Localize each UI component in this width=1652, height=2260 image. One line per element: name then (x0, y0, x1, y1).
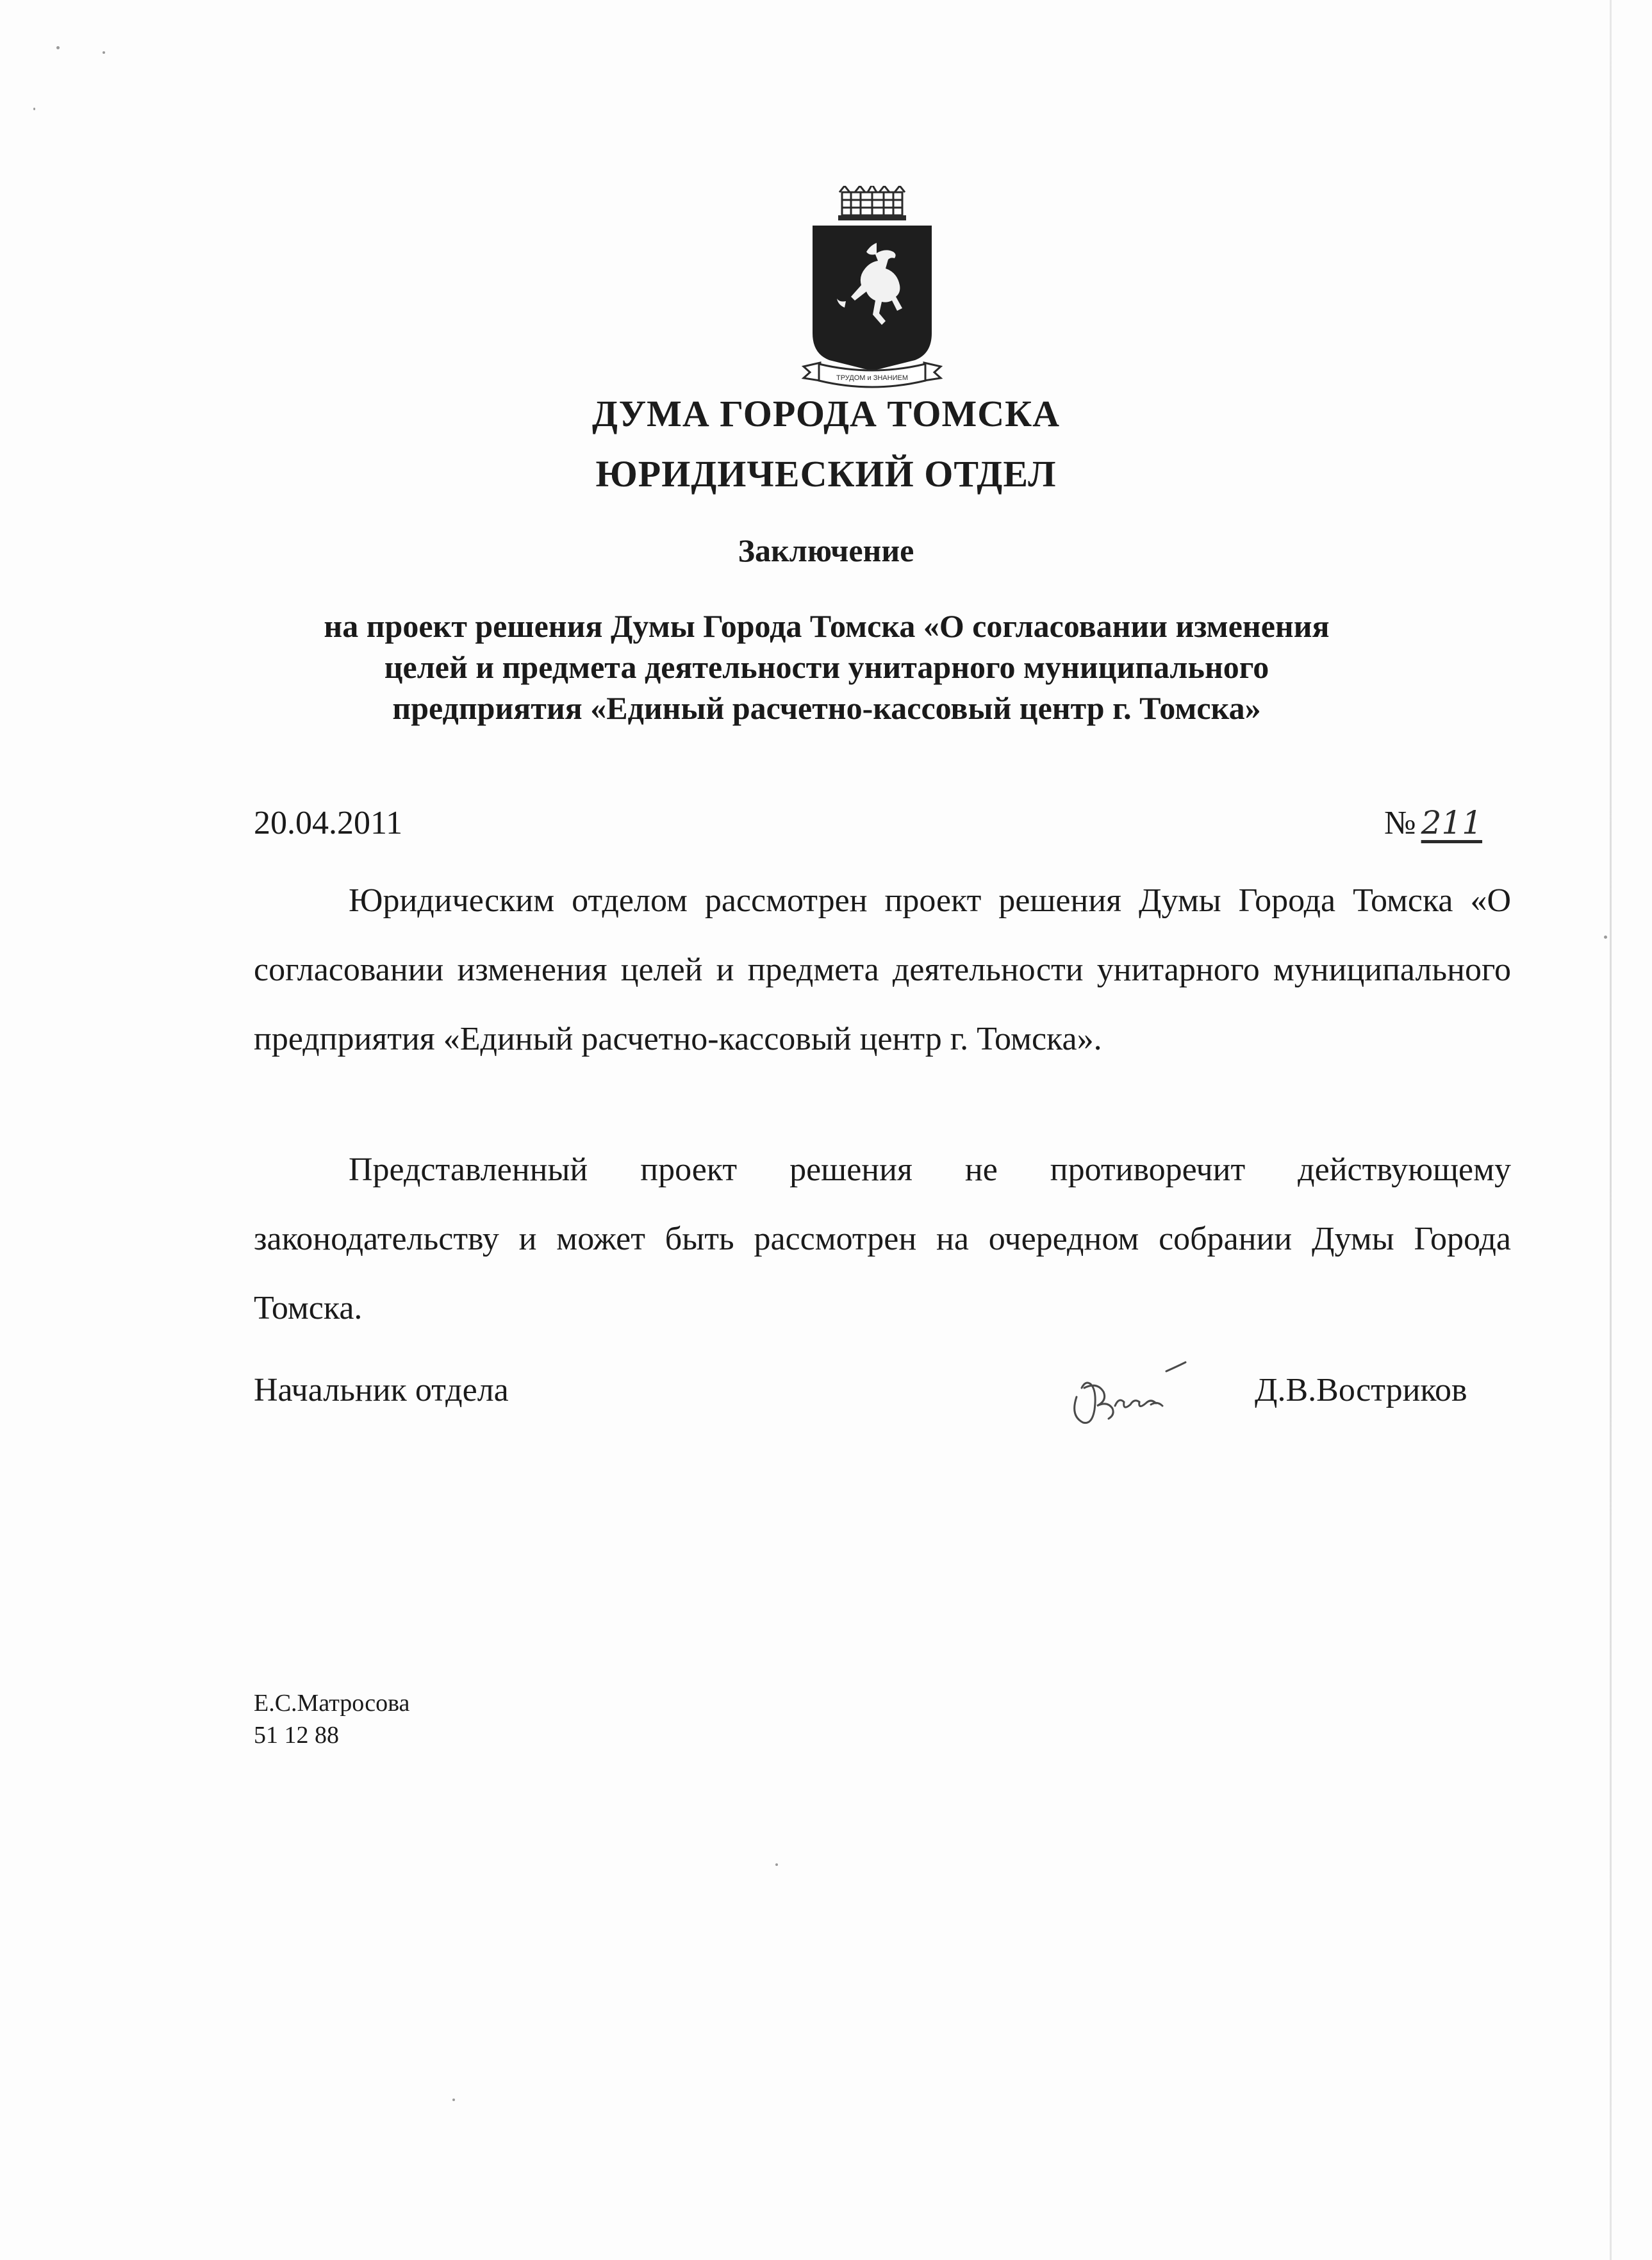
handwritten-signature-icon (1051, 1352, 1205, 1435)
subject-line: предприятия «Единый расчетно-кассовый центр г. Томска» (392, 690, 1261, 726)
scan-speck (103, 51, 105, 54)
executor-phone: 51 12 88 (254, 1722, 339, 1749)
signatory-position: Начальник отдела (254, 1372, 509, 1408)
number-label: № (1384, 805, 1416, 841)
scan-speck (33, 108, 35, 110)
document-number (1384, 804, 1482, 842)
executor-block (254, 1687, 409, 1751)
subject-line: на проект решения Думы Города Томска «О согласовании изменения (324, 608, 1330, 644)
body-paragraph: Юридическим отделом рассмотрен проект решения Думы Города Томска «О согласовании изменения целей и предмета деятельности унитарного муниципального предприятия «Единый расчетно-кассовый центр г. Томска». (254, 882, 1511, 1057)
signatory-name: Д.В.Востриков (1255, 1372, 1467, 1408)
organization-title: ДУМА ГОРОДА ТОМСКА (591, 393, 1061, 434)
scan-speck (452, 2099, 455, 2101)
body-paragraph: Представленный проект решения не противоречит действующему законодательству и может быть рассмотрен на очередном собрании Думы Города Томска. (254, 1151, 1511, 1326)
scan-speck (56, 46, 60, 49)
document-subject (256, 606, 1397, 729)
scan-speck (1604, 936, 1607, 939)
scan-speck (775, 1863, 778, 1866)
executor-name: Е.С.Матросова (254, 1690, 410, 1717)
document-date: 20.04.2011 (254, 805, 403, 841)
document-type-title: Заключение (738, 532, 914, 568)
tomsk-coat-of-arms-icon (800, 186, 945, 397)
subject-line: целей и предмета деятельности унитарного муниципального (384, 649, 1269, 685)
department-title: ЮРИДИЧЕСКИЙ ОТДЕЛ (595, 453, 1057, 495)
crest-ribbon-text: ТРУДОМ и ЗНАНИЕМ (836, 374, 909, 382)
scan-edge-line (1610, 0, 1612, 2260)
number-value: 211 (1421, 804, 1483, 841)
